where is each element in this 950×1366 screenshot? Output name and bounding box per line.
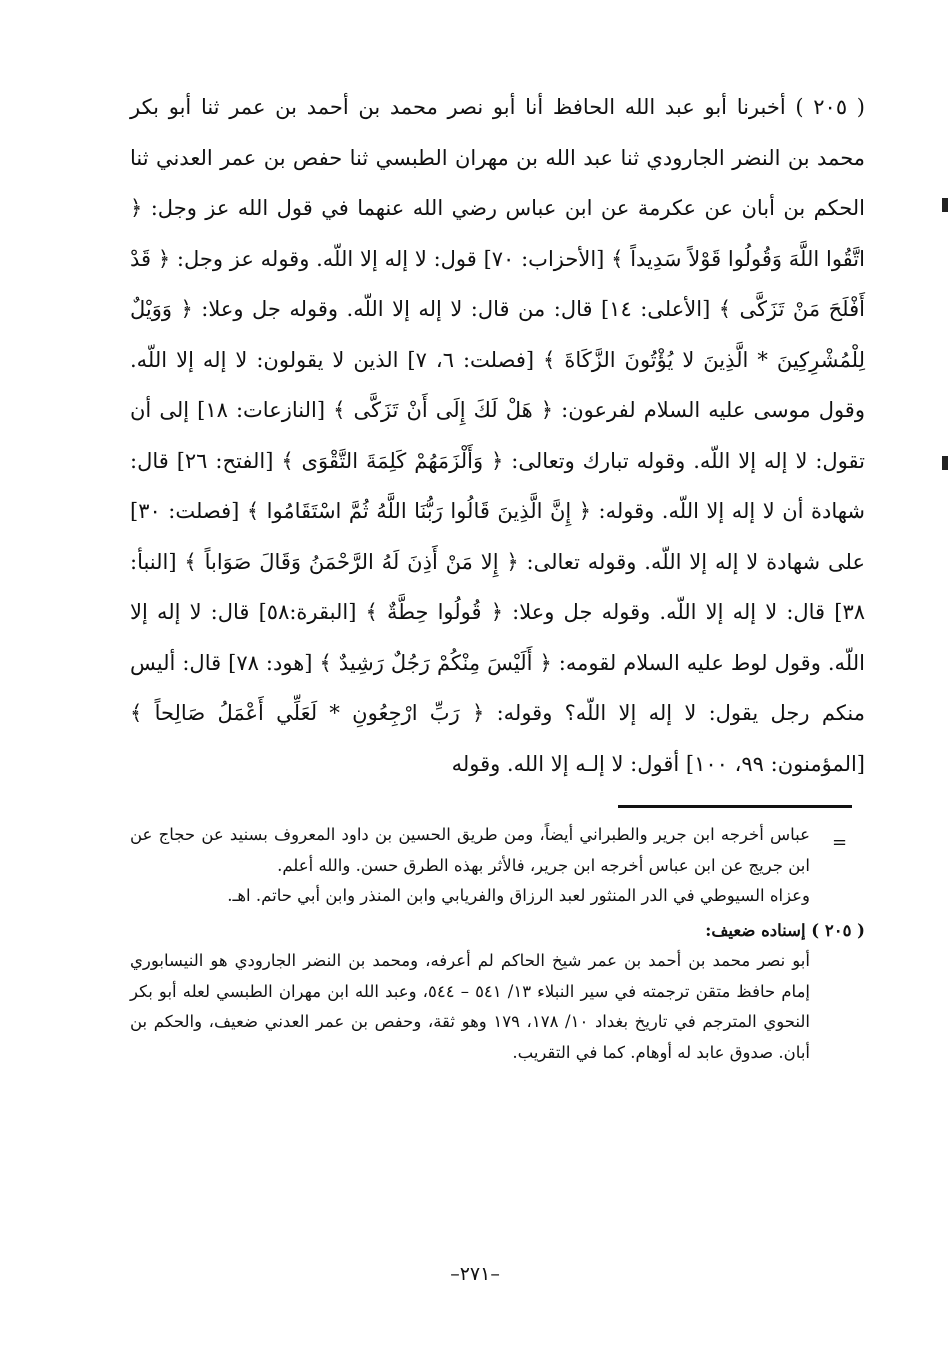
footnote-heading: ( ٢٠٥ ) إسناده ضعيف:	[705, 920, 865, 940]
footnote-paragraph: أبو نصر محمد بن أحمد بن عمر شيخ الحاكم لم أعرفه، ومحمد بن النضر الجارودي هو النيسابوري إمام حافظ متقن ترجمته في سير النبلاء ١٣/ ٥٤١ – ٥٤٤، وعبد الله ابن مهران الطبسي لعله أبو بكر النحوي المترجم في تاريخ بغداد ١٠/ ١٧٨، ١٧٩ وهو ثقة، وحفص بن عمر العدني ضعيف، والحكم بن أبان. صدوق عابد له أوهام. كما في التقريب.	[130, 951, 810, 1062]
footnote-paragraph: وعزاه السيوطي في الدر المنثور لعبد الرزاق والفريابي وابن المنذر وابن أبي حاتم. اهـ.	[227, 886, 810, 905]
footnotes	[130, 820, 865, 1068]
footnote-separator	[618, 805, 852, 808]
main-text	[130, 82, 865, 789]
page-number: –٢٧١–	[450, 1263, 500, 1285]
hadith-paragraph: ( ٢٠٥ ) أخبرنا أبو عبد الله الحافظ أنا أبو نصر محمد بن أحمد بن عمر ثنا أبو بكر محمد بن النضر الجارودي ثنا عبد الله بن مهران الطبسي ثنا حفص بن عمر العدني ثنا الحكم بن أبان عن عكرمة عن ابن عباس رضي الله عنهما في قول الله عز وجل: ﴿ اتَّقُوا اللَّهَ وَقُولُوا قَوْلاً سَدِيداً ﴾ [الأحزاب: ٧٠] قول: لا إله إلا اللّه. وقوله عز وجل: ﴿ قَدْ أَفْلَحَ مَنْ تَزَكَّى ﴾ [الأعلى: ١٤] قال: من قال: لا إله إلا اللّه. وقوله جل وعلا: ﴿ وَوَيْلٌ لِلْمُشْرِكِينَ * الَّذِينَ لا يُؤْتُونَ الزَّكَاةَ ﴾ [فصلت: ٦، ٧] الذين لا يقولون: لا إله إلا اللّه. وقول موسى عليه السلام لفرعون: ﴿ هَلْ لَكَ إِلَى أَنْ تَزَكَّى ﴾ [النازعات: ١٨] إلى أن تقول: لا إله إلا اللّه. وقوله تبارك وتعالى: ﴿ وَأَلْزَمَهُمْ كَلِمَةَ التَّقْوَى ﴾ [الفتح: ٢٦] قال: شهادة أن لا إله إلا اللّه. وقوله: ﴿ إِنَّ الَّذِينَ قَالُوا رَبُّنَا اللَّهُ ثُمَّ اسْتَقَامُوا ﴾ [فصلت: ٣٠] على شهادة لا إله إلا اللّه. وقوله تعالى: ﴿ إِلا مَنْ أَذِنَ لَهُ الرَّحْمَنُ وَقَالَ صَوَاباً ﴾ [النبأ: ٣٨] قال: لا إله إلا اللّه. وقوله جل وعلا: ﴿ قُولُوا حِطَّةٌ ﴾ [البقرة:٥٨] قال: لا إله إلا اللّه. وقول لوط عليه السلام لقومه: ﴿ أَلَيْسَ مِنْكُمْ رَجُلٌ رَشِيدٌ ﴾ [هود: ٧٨] قال: أليس منكم رجل يقول: لا إله إلا اللّه؟ وقوله: ﴿ رَبِّ ارْجِعُونِ * لَعَلِّي أَعْمَلُ صَالِحاً ﴾ [المؤمنون: ٩٩، ١٠٠] أقول: لا إلـه إلا الله. وقوله	[130, 95, 865, 776]
margin-mark	[942, 456, 948, 470]
footnote-continuation-mark: =	[832, 832, 848, 853]
margin-mark	[942, 198, 948, 212]
footnote-paragraph: عباس أخرجه ابن جرير والطبراني أيضاً، ومن طريق الحسين بن داود المعروف بسنيد عن حجاج عن ابن جريج عن ابن عباس أخرجه ابن جرير، فالأثر بهذه الطرق حسن. والله أعلم.	[130, 825, 810, 875]
